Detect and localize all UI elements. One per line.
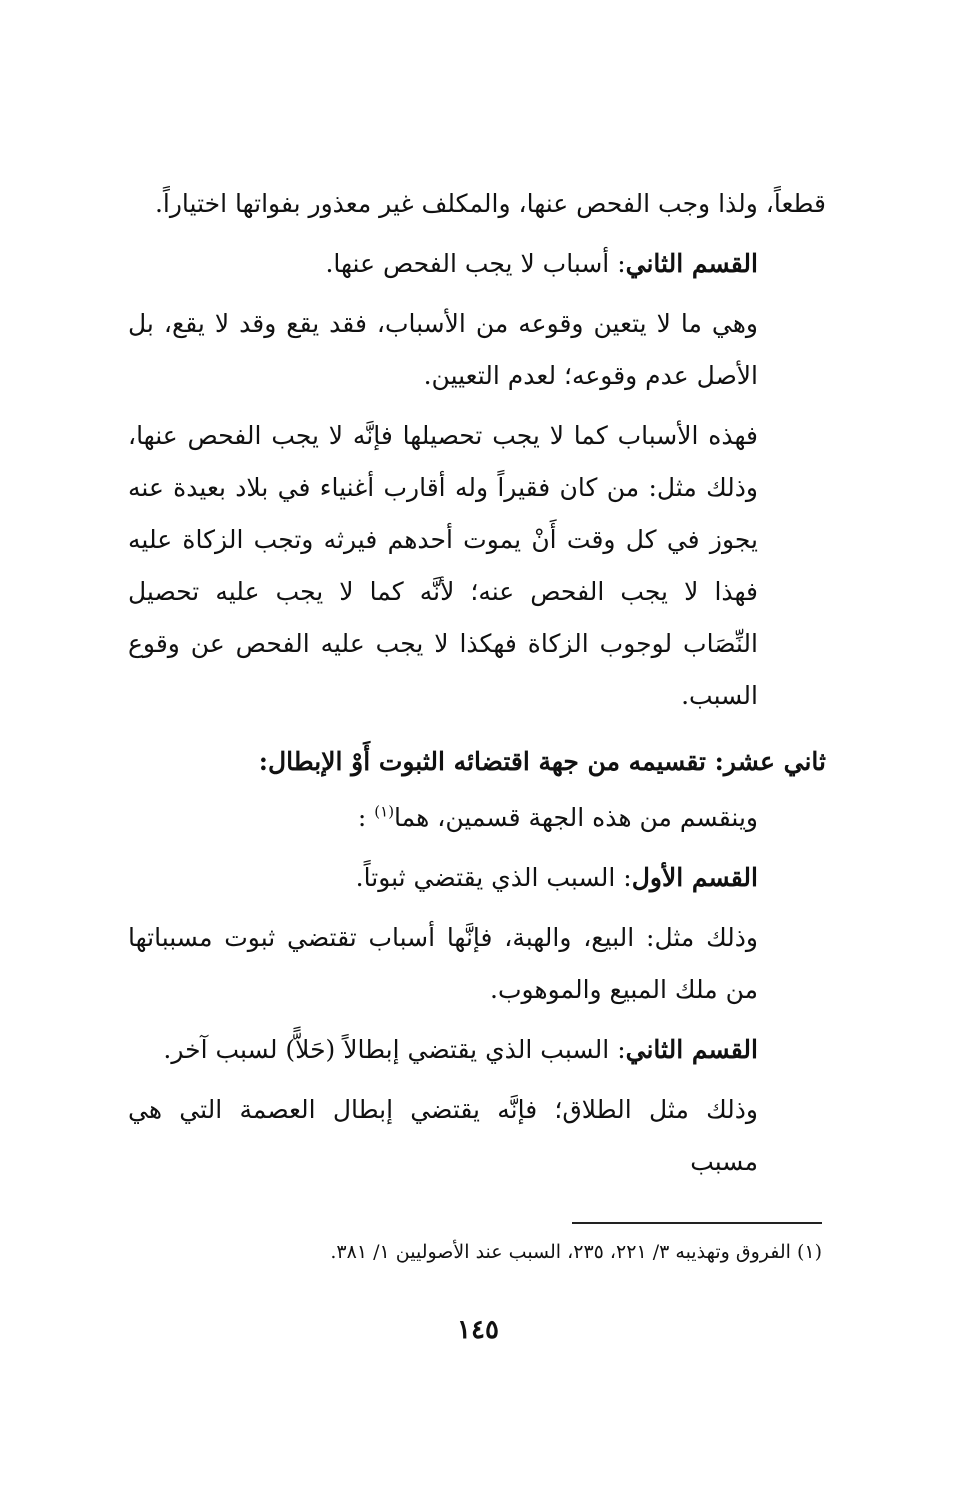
paragraph-5-text: وينقسم من هذه الجهة قسمين، هما (394, 803, 758, 832)
section-text: : أسباب لا يجب الفحص عنها. (325, 249, 626, 278)
section-text: : السبب الذي يقتضي ثبوتاً. (355, 863, 632, 892)
section-heading: ثاني عشر: تقسيمه من جهة اقتضائه الثبوت أَوْ الإبطال: (258, 747, 826, 776)
footnote-marker: (١) (374, 802, 395, 821)
page-body (128, 178, 826, 1196)
paragraph-3: وهي ما لا يتعين وقوعه من الأسباب، فقد يقع وقد لا يقع، بل الأصل عدم وقوعه؛ لعدم التعيين. (128, 309, 758, 390)
footnote: (١) الفروق وتهذيبه ٣/ ٢٢١، ٢٣٥، السبب عند الأصوليين ١/ ٣٨١. (330, 1241, 822, 1263)
paragraph-4: فهذه الأسباب كما لا يجب تحصيلها فإنَّه لا يجب الفحص عنها، وذلك مثل: من كان فقيراً وله أقارب أغنياء في بلاد بعيدة عنه يجوز في كل وقت أَنْ يموت أحدهم فيرثه وتجب الزكاة عليه فهذا لا يجب الفحص عنه؛ لأنَّه كما لا يجب عليه تحصيل النِّصَاب لوجوب الزكاة فهكذا لا يجب عليه الفحص عن وقوع السبب. (128, 421, 758, 710)
page-number: ١٤٥ (457, 1315, 499, 1345)
paragraph-1: قطعاً، ولذا وجب الفحص عنها، والمكلف غير معذور بفواتها اختياراً. (154, 189, 826, 218)
paragraph-5 (128, 792, 826, 844)
paragraph-8 (128, 1024, 826, 1076)
section-text: : السبب الذي يقتضي إبطالاً (حَلاًّ) لسبب آخر. (163, 1035, 626, 1064)
paragraph-2 (128, 238, 826, 290)
section-label: القسم الثاني (625, 249, 758, 278)
section-label: القسم الأول (631, 863, 758, 892)
paragraph-9: وذلك مثل الطلاق؛ فإنَّه يقتضي إبطال العصمة التي هي مسبب (128, 1095, 758, 1176)
paragraph-7: وذلك مثل: البيع، والهبة، فإنَّها أسباب تقتضي ثبوت مسبباتها من ملك المبيع والموهوب. (128, 923, 758, 1004)
paragraph-5-colon: : (357, 803, 367, 832)
paragraph-6 (128, 852, 826, 904)
footnote-divider (572, 1222, 822, 1224)
section-label: القسم الثاني (625, 1035, 758, 1064)
